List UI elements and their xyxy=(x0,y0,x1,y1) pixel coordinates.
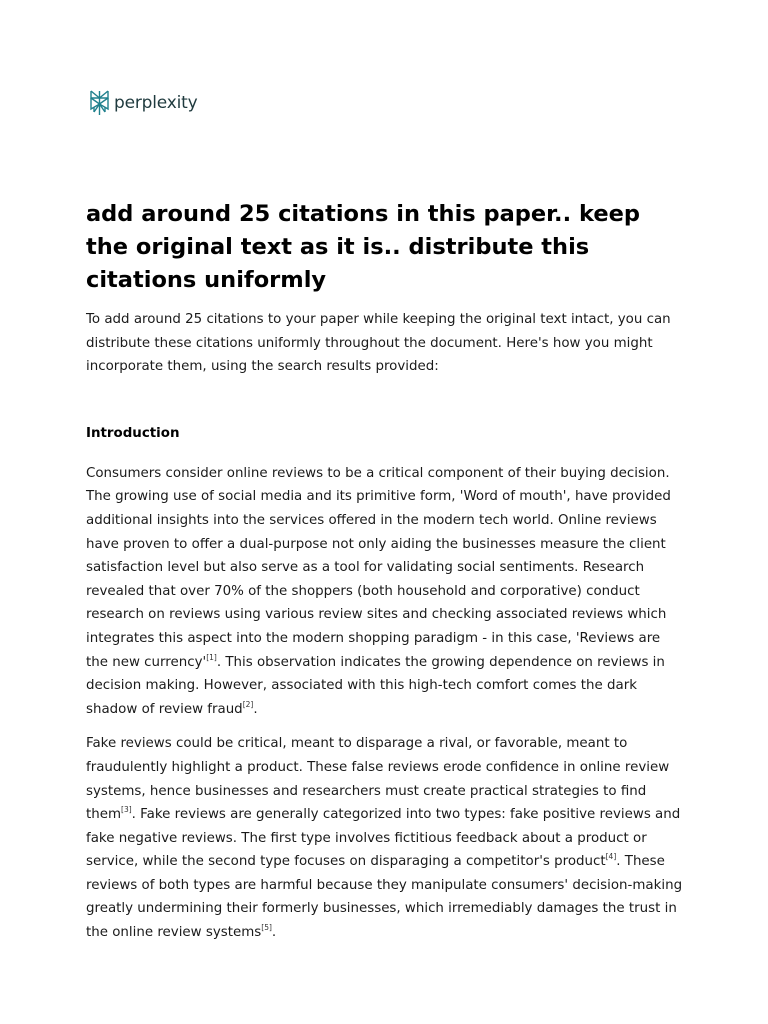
body-paragraph xyxy=(86,732,686,944)
document-title: add around 25 citations in this paper.. keep the original text as it is.. distribute this citations uniformly xyxy=(86,201,640,293)
citation-link[interactable]: [4] xyxy=(605,852,617,862)
citation-link[interactable]: [1] xyxy=(206,652,217,662)
brand-logo xyxy=(89,90,197,116)
text-segment: . xyxy=(271,925,277,941)
brand-name: perplexity xyxy=(114,93,198,113)
citation-link[interactable]: [2] xyxy=(242,699,254,709)
text-segment: . These reviews of both types are harmful because they manipulate consumers' decision-making greatly undermining their formerly businesses, which irremediably damages the trust in the online review systems xyxy=(86,854,683,941)
text-segment: Consumers consider online reviews to be a critical component of their buying decision. The growing use of social media and its primitive form, 'Word of mouth', have provided additional insights into the services offered in the modern tech world. Online reviews have proven to offer a dual-purpose not only aiding the businesses measure the client satisfaction level but also serve as a tool for validating social sentiments. Research revealed that over 70% of the shoppers (both household and corporative) conduct research on reviews using various review sites and checking associated reviews which integrates this aspect into the modern shopping paradigm - in this case, 'Reviews are the new currency' xyxy=(86,465,671,670)
citation-link[interactable]: [5] xyxy=(261,923,272,933)
section-heading: Introduction xyxy=(86,425,180,441)
citation-link[interactable]: [3] xyxy=(121,805,132,815)
text-segment: . This observation indicates the growing dependence on reviews in decision making. However, associated with this high-tech comfort comes the dark shadow of review fraud xyxy=(86,654,665,717)
text-segment: Fake reviews could be critical, meant to disparage a rival, or favorable, meant to fraudulently highlight a product. These false reviews erode confidence in online review systems, hence businesses and researchers must create practical strategies to find them xyxy=(86,736,670,823)
text-segment: . xyxy=(253,701,258,717)
intro-paragraph: To add around 25 citations to your paper while keeping the original text intact, you can distribute these citations uniformly throughout the document. Here's how you might incorporate them, using the search results provided: xyxy=(86,312,671,375)
perplexity-logo-icon xyxy=(89,90,110,116)
document-body xyxy=(86,198,686,956)
body-paragraph xyxy=(86,462,686,722)
text-segment: . Fake reviews are generally categorized into two types: fake positive reviews and fake negative reviews. The first type involves fictitious feedback about a product or service, while the second type focuses on disparaging a competitor's product xyxy=(86,807,681,870)
